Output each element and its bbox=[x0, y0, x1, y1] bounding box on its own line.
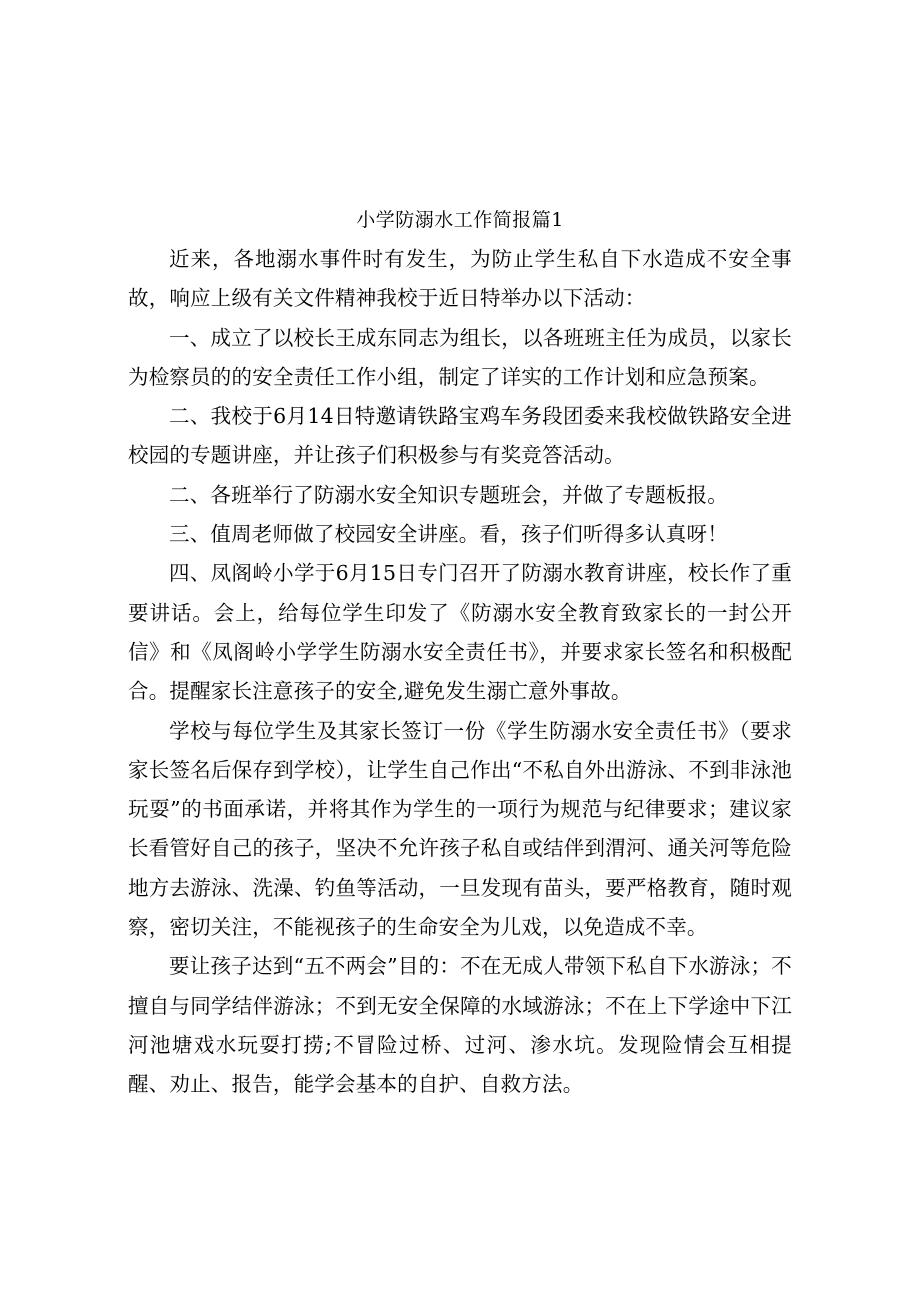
paragraph-item-4: 三、值周老师做了校园安全讲座。看，孩子们听得多认真呀！ bbox=[169, 522, 728, 547]
paragraph-item-5: 四、凤阁岭小学于6月15日专门召开了防溺水教育讲座，校长作了重要讲话。会上，给每位学生印发了《防溺水安全教育致家长的一封公开信》和《凤阁岭小学学生防溺水安全责任书》，并要求家长签名和积极配合。提醒家长注意孩子的安全,避免发生溺亡意外事故。 bbox=[128, 561, 792, 704]
document-body bbox=[128, 200, 792, 1105]
document-title: 小学防溺水工作简报篇1 bbox=[356, 209, 564, 231]
paragraph-responsibility: 学校与每位学生及其家长签订一份《学生防溺水安全责任书》（要求家长签名后保存到学校），让学生自己作出“不私自外出游泳、不到非泳池玩耍”的书面承诺，并将其作为学生的一项行为规范与纪律要求；建议家长看管好自己的孩子，坚决不允许孩子私自或结伴到渭河、通关河等危险地方去游泳、洗澡、钓鱼等活动，一旦发现有苗头，要严格教育，随时观察，密切关注，不能视孩子的生命安全为儿戏，以免造成不幸。 bbox=[128, 718, 792, 940]
paragraph-item-1: 一、成立了以校长王成东同志为组长，以各班班主任为成员，以家长为检察员的的安全责任工作小组，制定了详实的工作计划和应急预案。 bbox=[128, 325, 792, 389]
paragraph-five-rules: 要让孩子达到“五不两会”目的：不在无成人带领下私自下水游泳；不擅自与同学结伴游泳；不到无安全保障的水域游泳；不在上下学途中下江河池塘戏水玩耍打捞;不冒险过桥、过河、渗水坑。发现险情会互相提醒、劝止、报告，能学会基本的自护、自救方法。 bbox=[128, 954, 792, 1097]
paragraph-item-2: 二、我校于6月14日特邀请铁路宝鸡车务段团委来我校做铁路安全进校园的专题讲座，并让孩子们积极参与有奖竞答活动。 bbox=[128, 404, 792, 468]
paragraph-intro: 近来，各地溺水事件时有发生，为防止学生私自下水造成不安全事故，响应上级有关文件精神我校于近日特举办以下活动： bbox=[128, 247, 792, 311]
paragraph-item-3: 二、各班举行了防溺水安全知识专题班会，并做了专题板报。 bbox=[169, 482, 728, 507]
